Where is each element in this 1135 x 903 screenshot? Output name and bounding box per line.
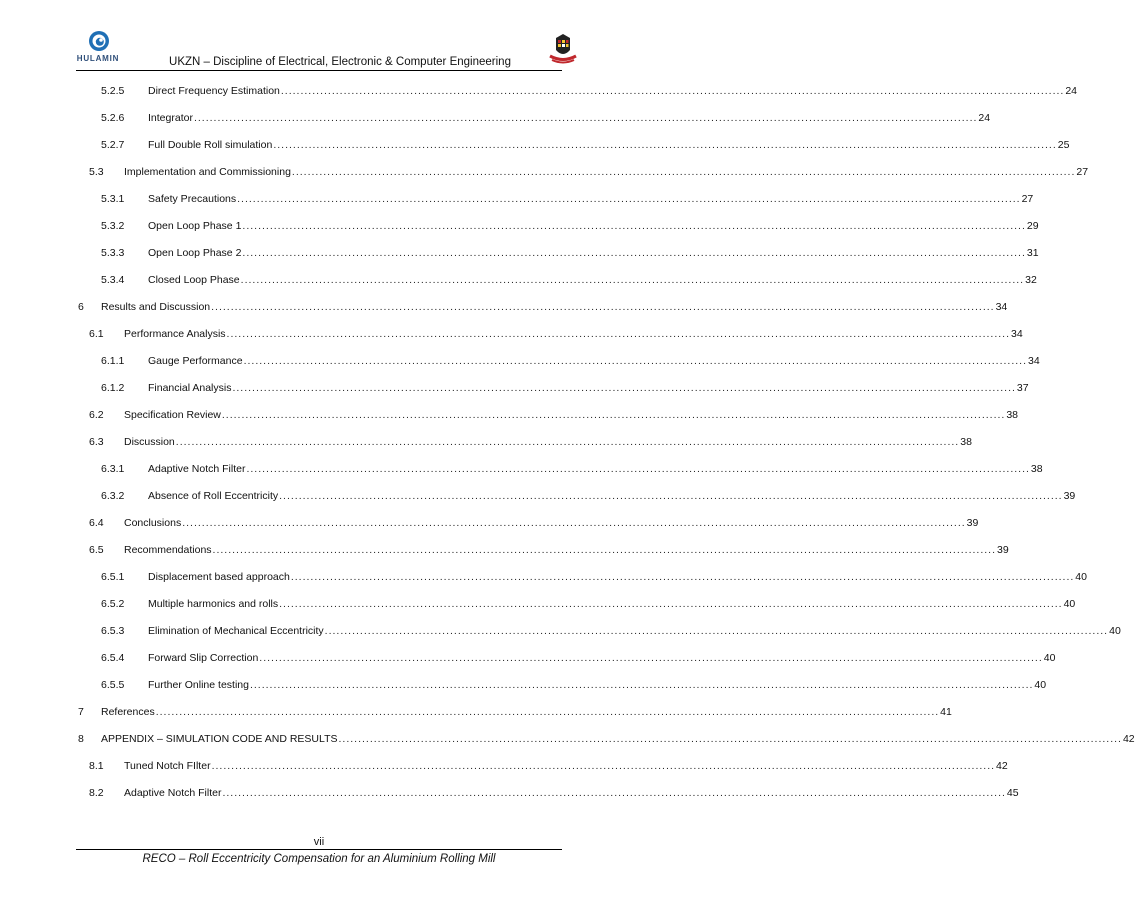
toc-dot-leader: ........................................................................................................................................................................................................ bbox=[324, 625, 1109, 637]
toc-entry-number: 5.2.5 bbox=[101, 85, 125, 97]
toc-entry-title: Forward Slip Correction bbox=[148, 652, 259, 664]
toc-dot-leader: ........................................................................................................................................................................................................ bbox=[243, 355, 1028, 367]
toc-entry-title: Further Online testing bbox=[148, 679, 249, 691]
toc-dot-leader: ........................................................................................................................................................................................................ bbox=[259, 652, 1043, 664]
toc-entry-leader bbox=[124, 326, 1023, 342]
toc-entry-title: Displacement based approach bbox=[148, 571, 290, 583]
toc-entry-leader bbox=[148, 380, 1029, 396]
toc-entry-page: 24 bbox=[1065, 85, 1078, 97]
toc-entry-leader bbox=[148, 110, 991, 126]
toc-entry[interactable] bbox=[0, 407, 1019, 423]
toc-entry-leader bbox=[148, 137, 1070, 153]
toc-entry-leader bbox=[148, 623, 1121, 639]
toc-entry[interactable] bbox=[0, 623, 1121, 639]
toc-entry-leader bbox=[101, 731, 1135, 747]
toc-entry-leader bbox=[124, 758, 1008, 774]
toc-entry-number: 6.1.1 bbox=[101, 355, 125, 367]
toc-entry-title: Discussion bbox=[124, 436, 175, 448]
toc-entry[interactable] bbox=[0, 596, 1076, 612]
toc-entry-title: Gauge Performance bbox=[148, 355, 243, 367]
toc-entry[interactable] bbox=[0, 83, 1078, 99]
toc-entry-page: 39 bbox=[966, 517, 979, 529]
toc-entry[interactable] bbox=[0, 569, 1087, 585]
toc-entry-leader bbox=[148, 461, 1043, 477]
toc-entry[interactable] bbox=[0, 164, 1089, 180]
toc-entry-page: 40 bbox=[1109, 625, 1121, 637]
toc-dot-leader: ........................................................................................................................................................................................................ bbox=[242, 220, 1026, 232]
hulamin-logo bbox=[72, 30, 124, 66]
toc-entry-leader bbox=[124, 407, 1019, 423]
toc-entry-page: 40 bbox=[1063, 598, 1076, 610]
toc-entry-page: 38 bbox=[1030, 463, 1043, 475]
toc-entry-page: 34 bbox=[1028, 355, 1040, 367]
toc-entry-title: APPENDIX – SIMULATION CODE AND RESULTS bbox=[101, 733, 338, 745]
toc-entry-title: Conclusions bbox=[124, 517, 182, 529]
toc-entry-page: 27 bbox=[1076, 166, 1089, 178]
toc-entry-page: 38 bbox=[960, 436, 972, 448]
toc-entry-page: 45 bbox=[1006, 787, 1019, 799]
toc-entry-leader bbox=[101, 299, 1008, 315]
toc-entry[interactable] bbox=[0, 758, 1008, 774]
toc-entry[interactable] bbox=[0, 488, 1076, 504]
toc-entry-title: Open Loop Phase 1 bbox=[148, 220, 242, 232]
toc-entry-title: Adaptive Notch Filter bbox=[148, 463, 246, 475]
toc-entry-number: 6.3 bbox=[89, 436, 104, 448]
toc-entry-title: Performance Analysis bbox=[124, 328, 226, 340]
toc-dot-leader: ........................................................................................................................................................................................................ bbox=[280, 85, 1065, 97]
toc-entry-leader bbox=[101, 704, 952, 720]
toc-entry-number: 5.3 bbox=[89, 166, 104, 178]
toc-entry-page: 40 bbox=[1043, 652, 1056, 664]
toc-entry-leader bbox=[148, 245, 1039, 261]
toc-entry[interactable] bbox=[0, 272, 1037, 288]
toc-dot-leader: ........................................................................................................................................................................................................ bbox=[249, 679, 1034, 691]
toc-entry-page: 34 bbox=[1011, 328, 1023, 340]
toc-entry[interactable] bbox=[0, 299, 1008, 315]
toc-entry-page: 34 bbox=[995, 301, 1008, 313]
toc-entry-title: Recommendations bbox=[124, 544, 212, 556]
toc-entry-number: 6.5 bbox=[89, 544, 104, 556]
toc-entry-number: 6.1.2 bbox=[101, 382, 125, 394]
ukzn-crest-icon bbox=[548, 32, 578, 64]
toc-entry[interactable] bbox=[0, 461, 1043, 477]
toc-entry-page: 27 bbox=[1021, 193, 1034, 205]
toc-entry-number: 5.3.1 bbox=[101, 193, 125, 205]
toc-entry-title: Specification Review bbox=[124, 409, 221, 421]
toc-entry-number: 5.3.3 bbox=[101, 247, 125, 259]
toc-entry-title: Full Double Roll simulation bbox=[148, 139, 273, 151]
hulamin-swirl-icon bbox=[88, 30, 110, 52]
toc-dot-leader: ........................................................................................................................................................................................................ bbox=[193, 112, 978, 124]
toc-dot-leader: ........................................................................................................................................................................................................ bbox=[221, 409, 1006, 421]
toc-entry-number: 6.3.1 bbox=[101, 463, 125, 475]
toc-entry-leader bbox=[148, 569, 1087, 585]
toc-entry-leader bbox=[124, 164, 1089, 180]
toc-entry-page: 42 bbox=[1122, 733, 1135, 745]
toc-entry-title: Implementation and Commissioning bbox=[124, 166, 291, 178]
toc-dot-leader: ........................................................................................................................................................................................................ bbox=[232, 382, 1016, 394]
toc-entry-number: 5.3.2 bbox=[101, 220, 125, 232]
toc-entry[interactable] bbox=[0, 731, 1135, 747]
toc-entry-leader bbox=[148, 191, 1034, 207]
toc-entry-title: Financial Analysis bbox=[148, 382, 232, 394]
toc-dot-leader: ........................................................................................................................................................................................................ bbox=[182, 517, 966, 529]
toc-entry-title: Elimination of Mechanical Eccentricity bbox=[148, 625, 324, 637]
toc-entry[interactable] bbox=[0, 650, 1056, 666]
toc-entry-title: Results and Discussion bbox=[101, 301, 211, 313]
toc-dot-leader: ........................................................................................................................................................................................................ bbox=[273, 139, 1057, 151]
header-title: UKZN – Discipline of Electrical, Electronic & Computer Engineering bbox=[169, 56, 511, 68]
toc-entry-page: 39 bbox=[997, 544, 1009, 556]
toc-dot-leader: ........................................................................................................................................................................................................ bbox=[246, 463, 1030, 475]
toc-entry[interactable] bbox=[0, 677, 1047, 693]
toc-entry-title: Closed Loop Phase bbox=[148, 274, 240, 286]
toc-entry-page: 37 bbox=[1016, 382, 1029, 394]
toc-entry-leader bbox=[148, 488, 1076, 504]
toc-dot-leader: ........................................................................................................................................................................................................ bbox=[279, 598, 1063, 610]
toc-entry[interactable] bbox=[0, 353, 1040, 369]
toc-entry-page: 29 bbox=[1026, 220, 1039, 232]
toc-entry-page: 24 bbox=[978, 112, 991, 124]
toc-entry[interactable] bbox=[0, 110, 991, 126]
toc-dot-leader: ........................................................................................................................................................................................................ bbox=[226, 328, 1010, 340]
toc-entry-page: 38 bbox=[1006, 409, 1019, 421]
toc-entry-page: 42 bbox=[996, 760, 1008, 772]
toc-entry[interactable] bbox=[0, 137, 1070, 153]
toc-dot-leader: ........................................................................................................................................................................................................ bbox=[240, 274, 1025, 286]
toc-dot-leader: ........................................................................................................................................................................................................ bbox=[212, 544, 996, 556]
toc-entry[interactable] bbox=[0, 542, 1009, 558]
toc-dot-leader: ........................................................................................................................................................................................................ bbox=[211, 760, 996, 772]
toc-dot-leader: ........................................................................................................................................................................................................ bbox=[175, 436, 960, 448]
toc-entry-number: 7 bbox=[78, 706, 84, 718]
toc-entry-title: Absence of Roll Eccentricity bbox=[148, 490, 279, 502]
toc-entry-number: 6.5.2 bbox=[101, 598, 125, 610]
toc-entry-number: 8 bbox=[78, 733, 84, 745]
hulamin-logo-text: HULAMIN bbox=[76, 54, 120, 63]
toc-entry-number: 6.5.5 bbox=[101, 679, 125, 691]
toc-entry-leader bbox=[148, 83, 1078, 99]
toc-entry-page: 25 bbox=[1057, 139, 1070, 151]
toc-dot-leader: ........................................................................................................................................................................................................ bbox=[211, 301, 995, 313]
toc-entry-leader bbox=[124, 785, 1019, 801]
toc-entry-page: 32 bbox=[1025, 274, 1037, 286]
toc-dot-leader: ........................................................................................................................................................................................................ bbox=[279, 490, 1063, 502]
toc-entry-number: 5.3.4 bbox=[101, 274, 125, 286]
toc-entry-leader bbox=[124, 542, 1009, 558]
toc-dot-leader: ........................................................................................................................................................................................................ bbox=[155, 706, 940, 718]
toc-entry-number: 6.5.3 bbox=[101, 625, 125, 637]
toc-entry[interactable] bbox=[0, 191, 1034, 207]
toc-entry-title: Integrator bbox=[148, 112, 193, 124]
toc-entry-number: 8.1 bbox=[89, 760, 104, 772]
toc-entry-leader bbox=[148, 650, 1056, 666]
toc-entry-leader bbox=[148, 272, 1037, 288]
toc-dot-leader: ........................................................................................................................................................................................................ bbox=[222, 787, 1006, 799]
toc-dot-leader: ........................................................................................................................................................................................................ bbox=[237, 193, 1021, 205]
header-rule bbox=[76, 70, 562, 71]
toc-entry-number: 5.2.6 bbox=[101, 112, 125, 124]
toc-entry-number: 6.5.1 bbox=[101, 571, 125, 583]
toc-entry[interactable] bbox=[0, 245, 1039, 261]
toc-entry-number: 6.3.2 bbox=[101, 490, 125, 502]
toc-entry[interactable] bbox=[0, 785, 1019, 801]
toc-entry[interactable] bbox=[0, 704, 952, 720]
toc-dot-leader: ........................................................................................................................................................................................................ bbox=[290, 571, 1075, 583]
page-number: vii bbox=[313, 836, 325, 848]
toc-entry-title: References bbox=[101, 706, 155, 718]
footer-rule bbox=[76, 849, 562, 850]
toc-dot-leader: ........................................................................................................................................................................................................ bbox=[291, 166, 1076, 178]
toc-entry[interactable] bbox=[0, 326, 1023, 342]
page-header bbox=[0, 0, 638, 80]
toc-entry-number: 6.4 bbox=[89, 517, 104, 529]
toc-entry-number: 8.2 bbox=[89, 787, 104, 799]
toc-entry[interactable] bbox=[0, 515, 979, 531]
toc-entry[interactable] bbox=[0, 218, 1039, 234]
toc-entry-leader bbox=[124, 515, 979, 531]
toc-entry-page: 41 bbox=[940, 706, 952, 718]
toc-entry-number: 6.5.4 bbox=[101, 652, 125, 664]
toc-entry-page: 40 bbox=[1034, 679, 1047, 691]
toc-entry-leader bbox=[148, 218, 1039, 234]
footer-text: RECO – Roll Eccentricity Compensation for an Aluminium Rolling Mill bbox=[142, 853, 496, 865]
toc-entry[interactable] bbox=[0, 434, 972, 450]
toc-entry-page: 31 bbox=[1026, 247, 1039, 259]
toc-entry-number: 6 bbox=[78, 301, 84, 313]
toc-entry-title: Adaptive Notch Filter bbox=[124, 787, 222, 799]
toc-entry-title: Tuned Notch FIlter bbox=[124, 760, 211, 772]
toc-entry-page: 40 bbox=[1075, 571, 1087, 583]
toc-entry[interactable] bbox=[0, 380, 1029, 396]
toc-entry-title: Open Loop Phase 2 bbox=[148, 247, 242, 259]
toc-entry-title: Direct Frequency Estimation bbox=[148, 85, 280, 97]
toc-entry-leader bbox=[124, 434, 972, 450]
toc-dot-leader: ........................................................................................................................................................................................................ bbox=[338, 733, 1122, 745]
toc-entry-leader bbox=[148, 677, 1047, 693]
toc-entry-page: 39 bbox=[1063, 490, 1076, 502]
toc-entry-number: 6.1 bbox=[89, 328, 104, 340]
toc-entry-title: Multiple harmonics and rolls bbox=[148, 598, 279, 610]
toc-dot-leader: ........................................................................................................................................................................................................ bbox=[242, 247, 1026, 259]
toc-entry-number: 5.2.7 bbox=[101, 139, 125, 151]
toc-entry-leader bbox=[148, 596, 1076, 612]
toc-entry-number: 6.2 bbox=[89, 409, 104, 421]
toc-entry-leader bbox=[148, 353, 1040, 369]
toc-entry-title: Safety Precautions bbox=[148, 193, 237, 205]
